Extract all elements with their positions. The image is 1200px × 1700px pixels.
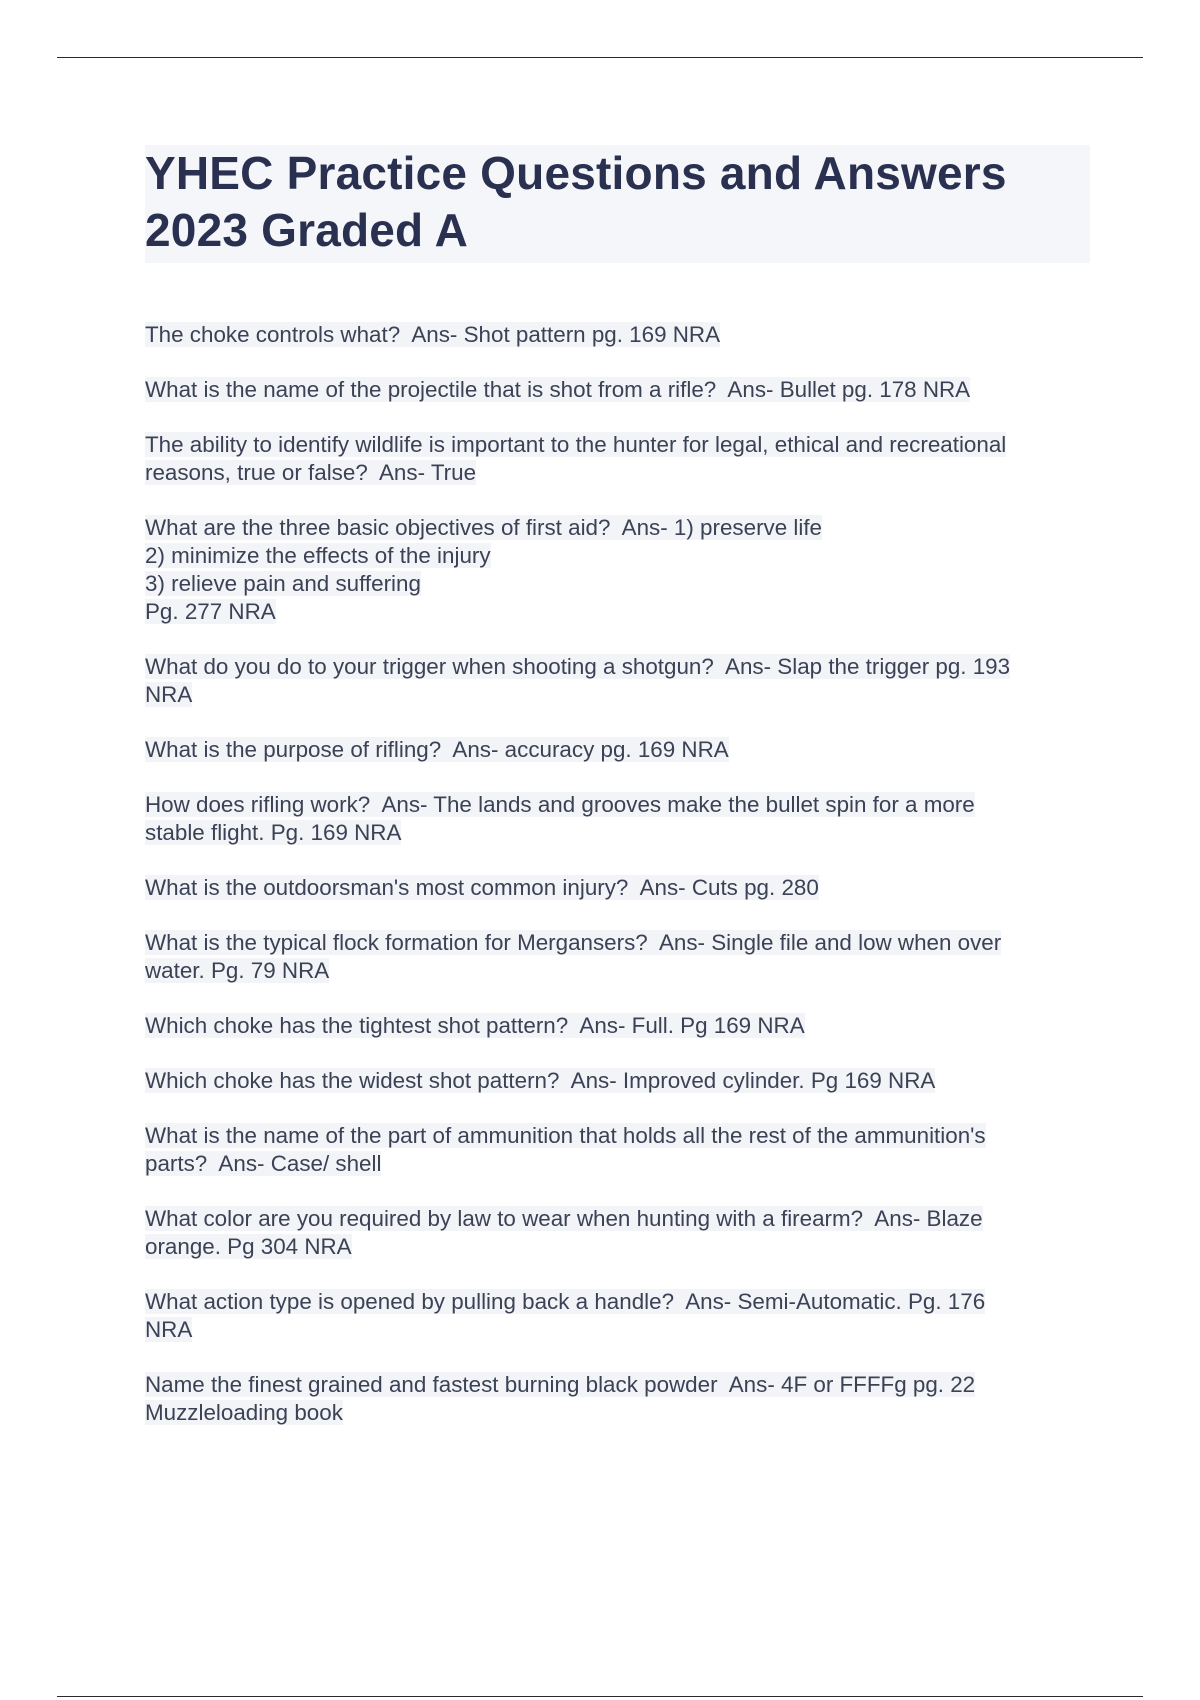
qa-line — [145, 791, 1090, 819]
qa-text: orange. Pg 304 NRA — [145, 1234, 352, 1259]
qa-item — [145, 514, 1090, 626]
qa-item — [145, 929, 1090, 985]
title-line: YHEC Practice Questions and Answers — [145, 147, 1007, 199]
qa-line — [145, 1150, 1090, 1178]
qa-text: reasons, true or false? Ans- True — [145, 460, 477, 485]
qa-text: NRA — [145, 682, 193, 707]
qa-item — [145, 1122, 1090, 1178]
qa-line — [145, 514, 1090, 542]
qa-line — [145, 929, 1090, 957]
document-body — [145, 145, 1090, 1454]
qa-text: stable flight. Pg. 169 NRA — [145, 820, 402, 845]
qa-text: What is the typical flock formation for Mergansers? Ans- Single file and low when over — [145, 930, 1002, 955]
qa-item — [145, 736, 1090, 764]
qa-text: What do you do to your trigger when shooting a shotgun? Ans- Slap the trigger pg. 193 — [145, 654, 1011, 679]
qa-line — [145, 1399, 1090, 1427]
top-rule — [57, 57, 1143, 58]
qa-text: What action type is opened by pulling back a handle? Ans- Semi-Automatic. Pg. 176 — [145, 1289, 986, 1314]
qa-line — [145, 1122, 1090, 1150]
qa-line — [145, 681, 1090, 709]
qa-line — [145, 1067, 1090, 1095]
qa-item — [145, 321, 1090, 349]
qa-line — [145, 1205, 1090, 1233]
qa-item — [145, 431, 1090, 487]
qa-text: NRA — [145, 1317, 193, 1342]
qa-text: Pg. 277 NRA — [145, 599, 276, 624]
qa-line — [145, 321, 1090, 349]
qa-line — [145, 736, 1090, 764]
qa-item — [145, 1371, 1090, 1427]
qa-text: What is the name of the part of ammunition that holds all the rest of the ammunition's — [145, 1123, 986, 1148]
qa-line — [145, 1233, 1090, 1261]
qa-line — [145, 598, 1090, 626]
qa-text: What color are you required by law to wear when hunting with a firearm? Ans- Blaze — [145, 1206, 983, 1231]
qa-item — [145, 376, 1090, 404]
qa-text: Name the finest grained and fastest burning black powder Ans- 4F or FFFFg pg. 22 — [145, 1372, 976, 1397]
qa-item — [145, 1205, 1090, 1261]
qa-item — [145, 653, 1090, 709]
qa-text: Muzzleloading book — [145, 1400, 343, 1425]
qa-text: parts? Ans- Case/ shell — [145, 1151, 382, 1176]
qa-list — [145, 321, 1090, 1427]
qa-line — [145, 542, 1090, 570]
bottom-rule — [57, 1696, 1143, 1697]
qa-text: 2) minimize the effects of the injury — [145, 543, 491, 568]
qa-line — [145, 376, 1090, 404]
qa-line — [145, 653, 1090, 681]
qa-line — [145, 431, 1090, 459]
qa-text: The ability to identify wildlife is important to the hunter for legal, ethical and recreational — [145, 432, 1007, 457]
qa-item — [145, 874, 1090, 902]
title-line: 2023 Graded A — [145, 204, 469, 256]
qa-line — [145, 1316, 1090, 1344]
qa-text: water. Pg. 79 NRA — [145, 958, 330, 983]
document-title — [145, 145, 1090, 259]
qa-line — [145, 874, 1090, 902]
qa-text: What is the outdoorsman's most common injury? Ans- Cuts pg. 280 — [145, 875, 819, 900]
qa-line — [145, 570, 1090, 598]
qa-line — [145, 459, 1090, 487]
qa-item — [145, 791, 1090, 847]
qa-text: How does rifling work? Ans- The lands and grooves make the bullet spin for a more — [145, 792, 975, 817]
qa-text: Which choke has the widest shot pattern? Ans- Improved cylinder. Pg 169 NRA — [145, 1068, 936, 1093]
qa-line — [145, 1371, 1090, 1399]
qa-item — [145, 1067, 1090, 1095]
qa-line — [145, 1012, 1090, 1040]
qa-text: What is the purpose of rifling? Ans- accuracy pg. 169 NRA — [145, 737, 729, 762]
qa-line — [145, 819, 1090, 847]
qa-text: The choke controls what? Ans- Shot pattern pg. 169 NRA — [145, 322, 721, 347]
qa-text: Which choke has the tightest shot pattern? Ans- Full. Pg 169 NRA — [145, 1013, 805, 1038]
qa-text: What is the name of the projectile that is shot from a rifle? Ans- Bullet pg. 178 NRA — [145, 377, 971, 402]
qa-line — [145, 957, 1090, 985]
qa-item — [145, 1288, 1090, 1344]
qa-line — [145, 1288, 1090, 1316]
title-block — [145, 145, 1090, 263]
qa-text: 3) relieve pain and suffering — [145, 571, 421, 596]
qa-item — [145, 1012, 1090, 1040]
qa-text: What are the three basic objectives of first aid? Ans- 1) preserve life — [145, 515, 823, 540]
